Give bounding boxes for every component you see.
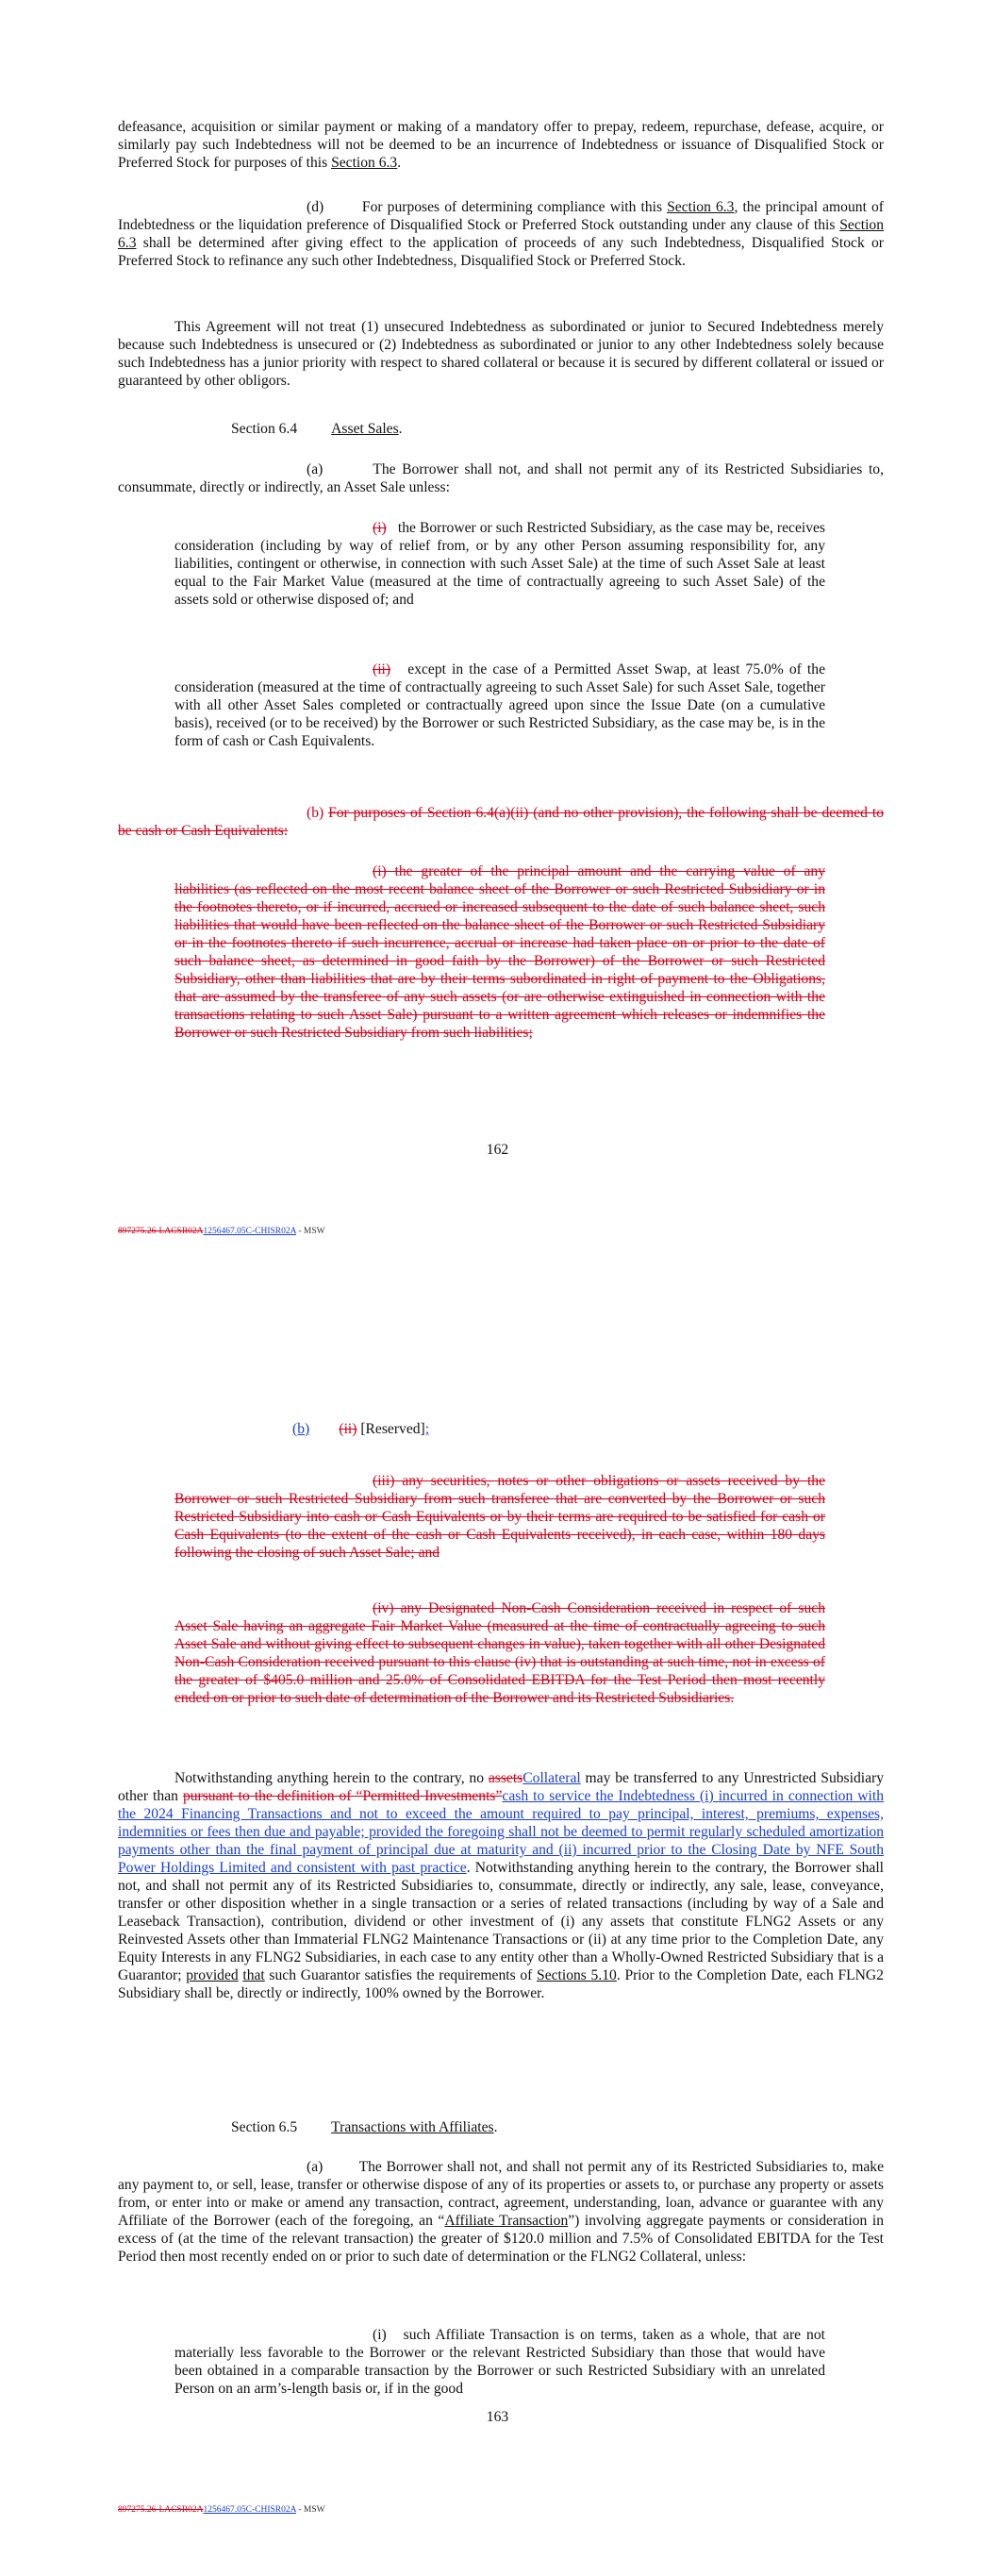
section-title: Asset Sales xyxy=(331,421,399,437)
section-number: Section 6.5 xyxy=(231,2119,298,2135)
paragraph-b-deleted: (b) For purposes of Section 6.4(a)(ii) (and no other provision), the following shall be deemed to be cash or Cash Equivalents: xyxy=(118,805,884,839)
section-ref: Section 6.3 xyxy=(118,217,884,251)
paragraph-a-affiliates: (a) The Borrower shall not, and shall not permit any of its Restricted Subsidiaries to, make any payment to, or sell, lease, transfer or otherwise dispose of any of its properties or assets to, or purchase any property or assets from, or enter into or make or amend any transaction, contract, agreement, understanding, loan, advance or guarantee with any Affiliate of the Borrower (each of the foregoing, an “Affiliate Transaction”) involving aggregate payments or consideration in excess of (at the time of the relevant transaction) the greater of $120.0 million and 7.5% of Consolidated EBITDA for the Test Period then most recently ended on or prior to such date of determination or the FLNG2 Collateral, unless: xyxy=(118,2159,885,2265)
footer-docid: 897275.26-LACSR02A1256467.05C-CHISR02A - MSW xyxy=(118,1227,325,1236)
footer-docid: 897275.26-LACSR02A1256467.05C-CHISR02A - MSW xyxy=(118,2505,325,2515)
paragraph-i: (i) the Borrower or such Restricted Subsidiary, as the case may be, receives consideration (including by way of relief from, or by any other Person assuming responsibility for, any liabilities, contingent or otherwise, in connection with such Asset Sale) at the time of such Asset Sale at least equal to the Fair Market Value (measured at the time of contractually agreeing to such Asset Sale) of the assets sold or otherwise disposed of; and xyxy=(174,520,825,608)
paragraph-b-reserved: (b) (ii) [Reserved]; xyxy=(292,1421,430,1437)
section-ref: Section 6.3 xyxy=(331,155,398,171)
section-ref: Section 6.3 xyxy=(667,199,735,215)
paragraph-iii-deleted: (iii) any securities, notes or other obligations or assets received by the Borrower or such Restricted Subsidiary from such transferee that are converted by the Borrower or such Restricted Subsidiary into cash or Cash Equivalents or by their terms are required to be satisfied for cash or Cash Equivalents (to the extent of the cash or Cash Equivalents received), in each case, within 180 days following the closing of such Asset Sale; and xyxy=(174,1473,825,1561)
section-title: Transactions with Affiliates xyxy=(331,2119,494,2135)
section-6-5-heading: Section 6.5 Transactions with Affiliates. xyxy=(231,2119,498,2135)
defined-term: Affiliate Transaction xyxy=(444,2213,569,2229)
page-number: 162 xyxy=(486,1142,509,1158)
paragraph-ii: (ii) except in the case of a Permitted Asset Swap, at least 75.0% of the consideration (measured at the time of contractually agreeing to such Asset Sale) for such Asset Sale, together with all other Asset Sales completed or contractually agreed upon since the Issue Date (on a cumulative basis), received (or to be received) by the Borrower or such Restricted Subsidiary, as the case may be, is in the form of cash or Cash Equivalents. xyxy=(174,661,825,749)
inserted-label: (b) xyxy=(292,1421,310,1437)
paragraph-i-deleted: (i) the greater of the principal amount and the carrying value of any liabilities (as reflected on the most recent balance sheet of the Borrower or such Restricted Subsidiary or in the footnotes thereto, or if incurred, accrued or increased subsequent to the date of such balance sheet, such liabilities that would have been reflected on the balance sheet of the Borrower or such Restricted Subsidiary or in the footnotes thereto if such incurrence, accrual or increase had taken place on or prior to the date of such balance sheet, as determined in good faith by the Borrower) of the Borrower or such Restricted Subsidiary, other than liabilities that are by their terms subordinated in right of payment to the Obligations, that are assumed by the transferee of any such assets (or are otherwise extinguished in connection with the transactions relating to such Asset Sale) pursuant to a written agreement which releases or indemnifies the Borrower or such Restricted Subsidiary from such liabilities; xyxy=(174,863,825,1041)
section-number: Section 6.4 xyxy=(231,421,298,437)
paragraph-d: (d) For purposes of determining compliance with this Section 6.3, the principal amount of Indebtedness or the liquidation preference of Disqualified Stock or Preferred Stock outstanding under any clause of this Section 6.3 shall be determined after giving effect to the application of proceeds of any such Indebtedness, Disqualified Stock or Preferred Stock to refinance any such other Indebtedness, Disqualified Stock or Preferred Stock. xyxy=(118,199,884,269)
paragraph-agreement: This Agreement will not treat (1) unsecured Indebtedness as subordinated or junior to Secured Indebtedness merely because such Indebtedness is unsecured or (2) Indebtedness as subordinated or junior to any other Indebtedness solely because such Indebtedness has a junior priority with respect to shared collateral or because it is secured by different collateral or issued or guaranteed by other obligors. xyxy=(118,319,884,389)
page-number: 163 xyxy=(486,2409,509,2425)
paragraph-defeasance: defeasance, acquisition or similar payment or making of a mandatory offer to prepay, redeem, repurchase, defease, acquire, or similarly pay such Indebtedness will not be deemed to be an incurrence of Indebtedness or issuance of Disqualified Stock or Preferred Stock for purposes of this Section 6.3. xyxy=(118,119,884,171)
deleted-label: (ii) xyxy=(339,1421,357,1437)
paragraph-a: (a) The Borrower shall not, and shall not permit any of its Restricted Subsidiaries to, consummate, directly or indirectly, an Asset Sale unless: xyxy=(118,461,884,495)
paragraph-i-affiliate: (i) such Affiliate Transaction is on terms, taken as a whole, that are not materially less favorable to the Borrower or the relevant Restricted Subsidiary than those that would have been obtained in a comparable transaction by the Borrower or such Restricted Subsidiary with an unrelated Person on an arm’s-length basis or, if in the good xyxy=(174,2327,825,2397)
page-163 xyxy=(0,1288,995,2576)
section-6-4-heading: Section 6.4 Asset Sales. xyxy=(231,421,403,437)
paragraph-iv-deleted: (iv) any Designated Non-Cash Consideration received in respect of such Asset Sale having an aggregate Fair Market Value (measured at the time of contractually agreeing to such Asset Sale and without giving effect to subsequent changes in value), taken together with all other Designated Non-Cash Consideration received pursuant to this clause (iv) that is outstanding at such time, not in excess of the greater of $405.0 million and 25.0% of Consolidated EBITDA for the Test Period then most recently ended on or prior to such date of determination of the Borrower and its Restricted Subsidiaries. xyxy=(174,1600,825,1706)
paragraph-notwithstanding: Notwithstanding anything herein to the contrary, no assetsCollateral may be transferred to any Unrestricted Subsidiary other than pursuant to the definition of “Permitted Investments”cash to service the Indebtedness (i) incurred in connection with the 2024 Financing Transactions and not to exceed the amount required to pay principal, interest, premiums, expenses, indemnities or fees then due and payable; provided the foregoing shall not be deemed to permit regularly scheduled amortization payments other than the final payment of principal due at maturity and (ii) incurred prior to the Closing Date by NFE South Power Holdings Limited and consistent with past practice. Notwithstanding anything herein to the contrary, the Borrower shall not, and shall not permit any of its Restricted Subsidiaries to, consummate, directly or indirectly, any sale, lease, conveyance, transfer or other disposition whether in a single transaction or a series of related transactions (including by way of a Sale and Leaseback Transaction), contribution, dividend or other investment of (i) any assets that constitute FLNG2 Assets or any Reinvested Assets other than Immaterial FLNG2 Maintenance Transactions or (ii) at any time prior to the Completion Date, any Equity Interests in any FLNG2 Subsidiaries, in each case to any entity other than a Wholly-Owned Restricted Subsidiary that is a Guarantor; provided that such Guarantor satisfies the requirements of Sections 5.10. Prior to the Completion Date, each FLNG2 Subsidiary shall be, directly or indirectly, 100% owned by the Borrower. xyxy=(118,1770,885,2001)
